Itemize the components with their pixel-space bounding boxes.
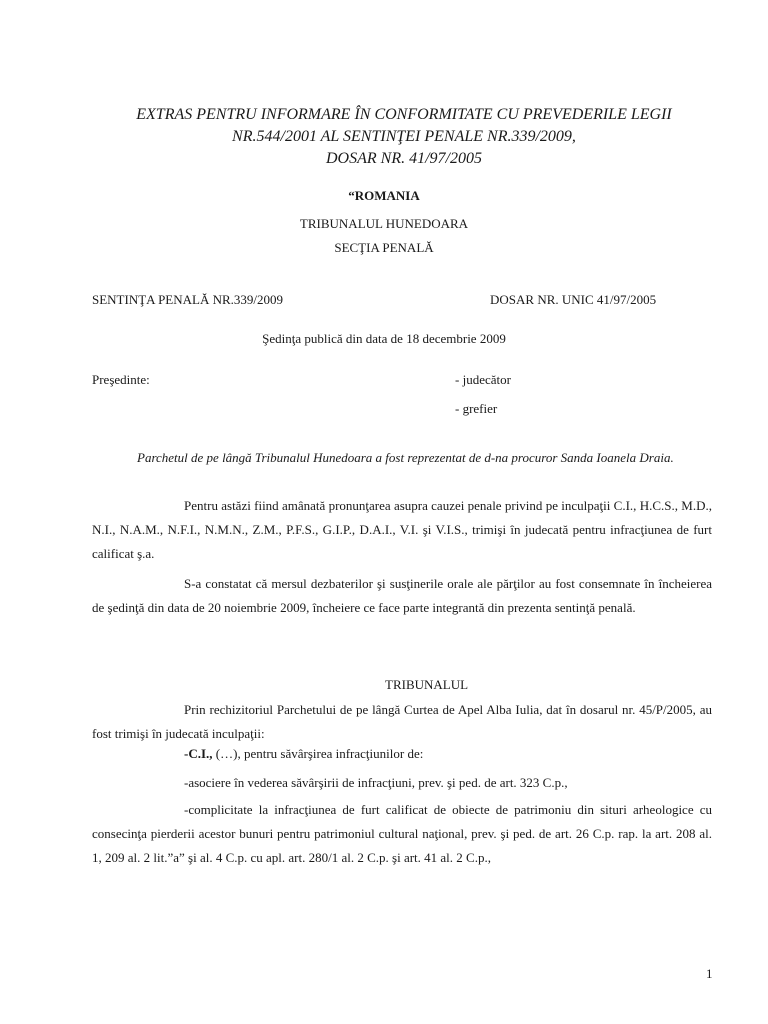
heading-line-3: DOSAR NR. 41/97/2005 [326,150,482,167]
tribunal-name: TRIBUNALUL HUNEDOARA [299,216,469,231]
indictment-paragraph: Prin rechizitoriul Parchetului de pe lângă Curtea de Apel Alba Iulia, dat în dosarul nr. 45/P/2005, au fost trimişi în judecată inculpaţii: [92,702,712,741]
prosecutor-paragraph: Parchetul de pe lângă Tribunalul Hunedoara a fost reprezentat de d-na procuror Sanda Ioanela Draia. [137,450,674,465]
file-number: DOSAR NR. UNIC 41/97/2005 [490,292,657,307]
sentence-number: SENTINŢA PENALĂ NR.339/2009 [92,292,284,307]
charge-association: -asociere în vederea săvârşirii de infracţiuni, prev. şi ped. de art. 323 C.p., [184,775,568,790]
section-name: SECŢIA PENALĂ [334,240,434,255]
page-number: 1 [706,966,713,981]
defendant-line [184,746,423,762]
session-date: Şedinţa publică din data de 18 decembrie 2009 [262,331,506,346]
postponement-paragraph: Pentru astăzi fiind amânată pronunţarea asupra cauzei penale privind pe inculpaţii C.I., H.C.S., M.D., N.I., N.A.M., N.F.I., N.M.N., Z.M., P.F.S., G.I.P., D.A.I., V.I. şi V.I.S., trimişi în judecată pentru infracţiunea de furt calificat ş.a. [92,498,712,561]
heading-line-2: NR.544/2001 AL SENTINŢEI PENALE NR.339/2009, [232,128,576,145]
debates-paragraph: S-a constatat că mersul dezbaterilor şi susţinerile orale ale părţilor au fost consemnate în încheierea de şedinţă din data de 20 noiembrie 2009, încheiere ce face parte integrantă din prezenta sentinţă penală. [92,576,712,615]
defendant-name: -C.I., [184,746,213,761]
clerk-label: - grefier [455,401,498,416]
judge-label: - judecător [455,372,511,387]
president-label: Preşedinte: [92,372,150,387]
document-heading [80,104,728,170]
country-title: “ROMANIA [348,188,420,203]
charge-complicity: -complicitate la infracţiunea de furt calificat de obiecte de patrimoniu din situri arheologice cu consecinţa pierderii acestor bunuri pentru patrimoniul cultural naţional, prev. şi ped. de art. 26 C.p. rap. la art. 208 al. 1, 209 al. 2 lit.”a” şi al. 4 C.p. cu apl. art. 280/1 al. 2 C.p. şi art. 41 al. 2 C.p., [92,802,712,865]
tribunal-heading: TRIBUNALUL [385,677,469,692]
heading-line-1: EXTRAS PENTRU INFORMARE ÎN CONFORMITATE CU PREVEDERILE LEGII [136,106,672,123]
defendant-charges-intro: (…), pentru săvârşirea infracţiunilor de: [212,746,424,761]
